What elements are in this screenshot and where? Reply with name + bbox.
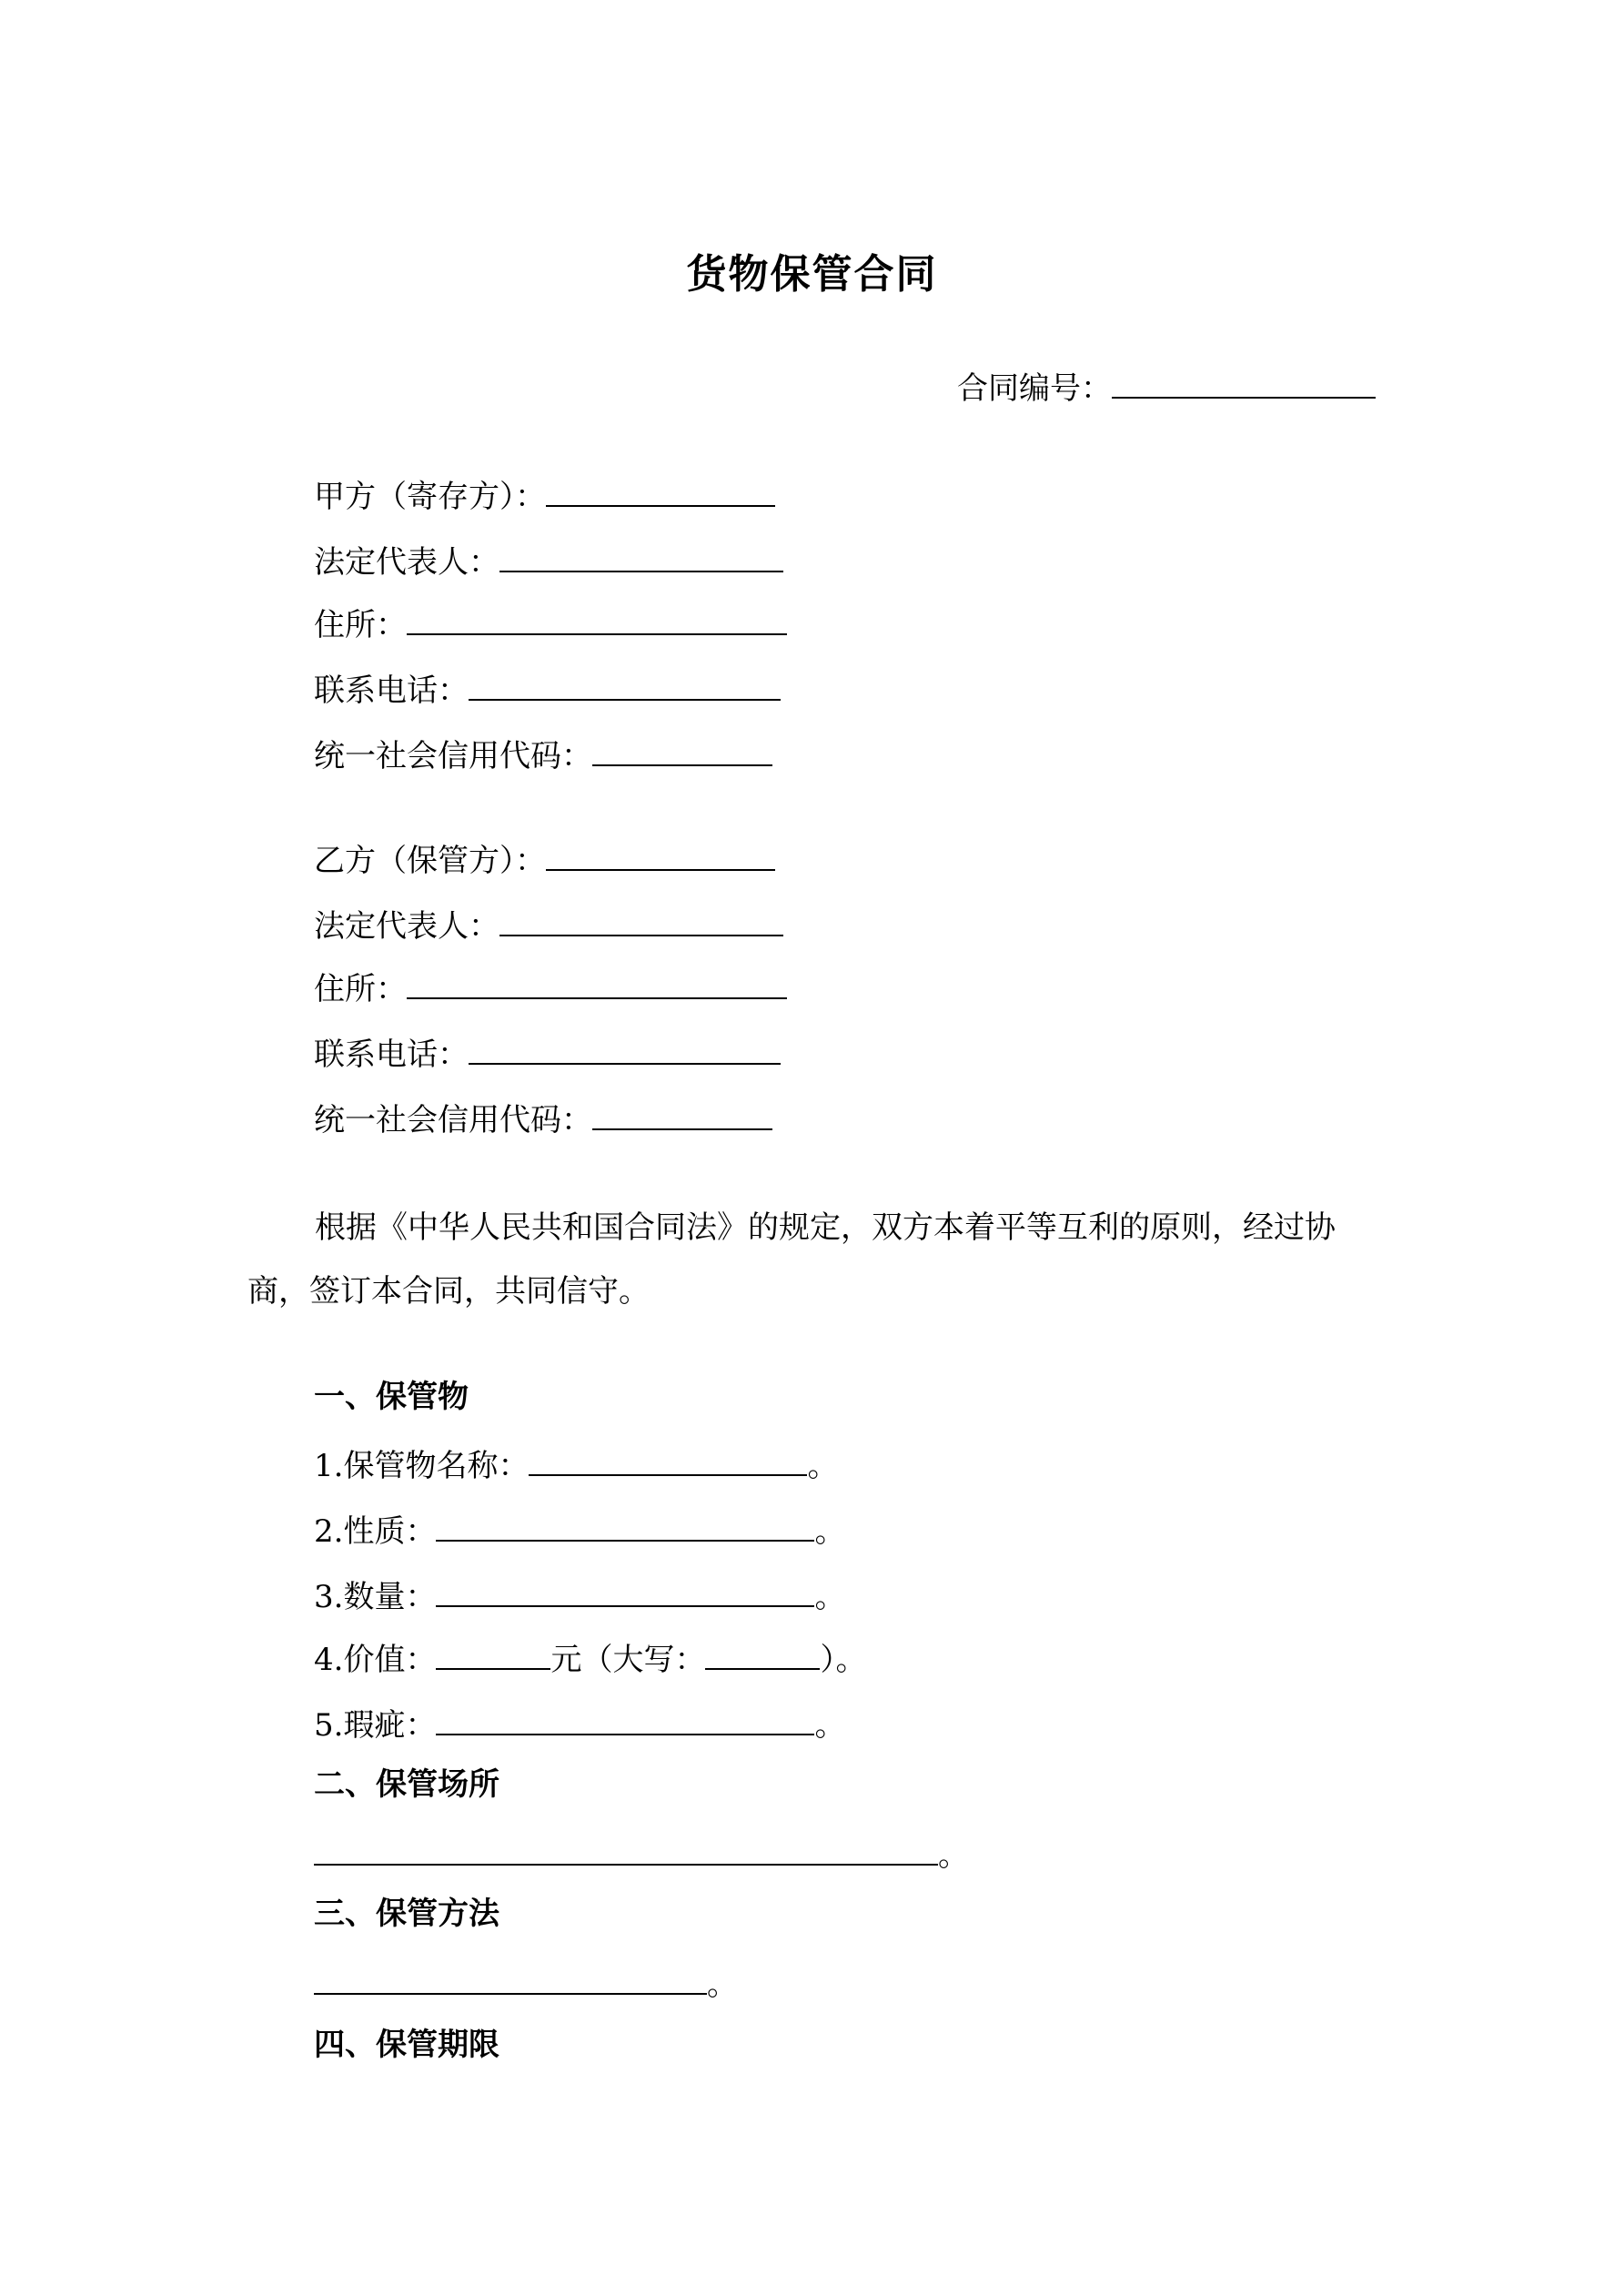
- item-1-label: 1.保管物名称：: [314, 1448, 530, 1484]
- section-2-heading: 二、保管场所: [314, 1766, 499, 1803]
- party-a-legal-rep-label: 法定代表人：: [314, 544, 499, 581]
- party-a-credit-code-label: 统一社会信用代码：: [314, 738, 592, 774]
- party-a-address-label: 住所：: [314, 607, 407, 643]
- party-b-phone-line: [314, 1028, 781, 1077]
- preamble-paragraph: [247, 1196, 1385, 1323]
- item-5-period: 。: [814, 1707, 846, 1744]
- item-1-period: 。: [807, 1448, 839, 1484]
- party-a-credit-code-line: [314, 730, 772, 779]
- item-3-label: 3.数量：: [314, 1579, 437, 1615]
- section-2-line: [314, 1829, 969, 1878]
- contract-number-blank[interactable]: [1112, 362, 1376, 399]
- item-2-blank[interactable]: [436, 1505, 814, 1542]
- party-a-phone-blank[interactable]: [469, 664, 781, 701]
- party-b-heading: 乙方（保管方）：: [314, 843, 546, 879]
- party-a-legal-rep-blank[interactable]: [499, 536, 783, 572]
- party-b-phone-blank[interactable]: [469, 1028, 781, 1065]
- item-3-blank[interactable]: [436, 1571, 814, 1607]
- party-a-phone-label: 联系电话：: [314, 673, 469, 709]
- preamble-text: 根据《中华人民共和国合同法》的规定，双方本着平等互利的原则，经过协商，签订本合同，共同信守。: [247, 1209, 1336, 1310]
- party-a-address-line: [314, 599, 787, 648]
- section-3-heading: 三、保管方法: [314, 1896, 499, 1932]
- party-b-credit-code-line: [314, 1094, 772, 1143]
- party-b-legal-rep-blank[interactable]: [499, 900, 783, 936]
- party-b-heading-line: [314, 834, 775, 884]
- party-b-address-line: [314, 963, 787, 1012]
- section-2-period: 。: [938, 1837, 969, 1874]
- section-1-item-2: [314, 1505, 845, 1554]
- item-4-unit: 元（大写：: [550, 1642, 706, 1678]
- section-4-heading: 四、保管期限: [314, 2027, 499, 2063]
- section-3-line: [314, 1958, 738, 2008]
- item-4-amount-blank[interactable]: [436, 1633, 550, 1670]
- party-b-legal-rep-line: [314, 900, 783, 949]
- section-3-period: 。: [707, 1967, 738, 2003]
- section-1-heading: 一、保管物: [314, 1379, 469, 1415]
- party-b-address-label: 住所：: [314, 971, 407, 1007]
- party-b-phone-label: 联系电话：: [314, 1037, 469, 1073]
- party-b-credit-code-blank[interactable]: [592, 1094, 772, 1130]
- item-5-label: 5.瑕疵：: [314, 1707, 437, 1744]
- party-a-address-blank[interactable]: [407, 599, 787, 635]
- item-2-period: 。: [814, 1513, 846, 1550]
- contract-number-label: 合同编号：: [957, 370, 1112, 407]
- item-1-blank[interactable]: [529, 1440, 807, 1476]
- party-a-heading-line: [314, 470, 775, 520]
- party-b-credit-code-label: 统一社会信用代码：: [314, 1102, 592, 1138]
- contract-number-line: [957, 362, 1376, 411]
- document-title: 货物保管合同: [686, 251, 938, 298]
- item-4-capital-blank[interactable]: [705, 1633, 820, 1670]
- item-3-period: 。: [814, 1579, 846, 1615]
- section-1-item-1: [314, 1440, 838, 1489]
- party-b-address-blank[interactable]: [407, 963, 787, 999]
- item-4-label: 4.价值：: [314, 1642, 437, 1678]
- party-a-name-blank[interactable]: [546, 470, 775, 507]
- item-4-close: ）。: [820, 1642, 867, 1678]
- section-1-item-5: [314, 1699, 845, 1748]
- item-2-label: 2.性质：: [314, 1513, 437, 1550]
- party-a-heading: 甲方（寄存方）：: [314, 479, 546, 515]
- party-a-credit-code-blank[interactable]: [592, 730, 772, 766]
- section-1-item-3: [314, 1571, 845, 1620]
- section-2-blank[interactable]: [314, 1829, 938, 1866]
- item-5-blank[interactable]: [436, 1699, 814, 1735]
- party-a-phone-line: [314, 664, 781, 713]
- party-b-legal-rep-label: 法定代表人：: [314, 908, 499, 945]
- section-1-item-4: [314, 1633, 866, 1683]
- party-b-name-blank[interactable]: [546, 834, 775, 871]
- section-3-blank[interactable]: [314, 1958, 707, 1995]
- party-a-legal-rep-line: [314, 536, 783, 585]
